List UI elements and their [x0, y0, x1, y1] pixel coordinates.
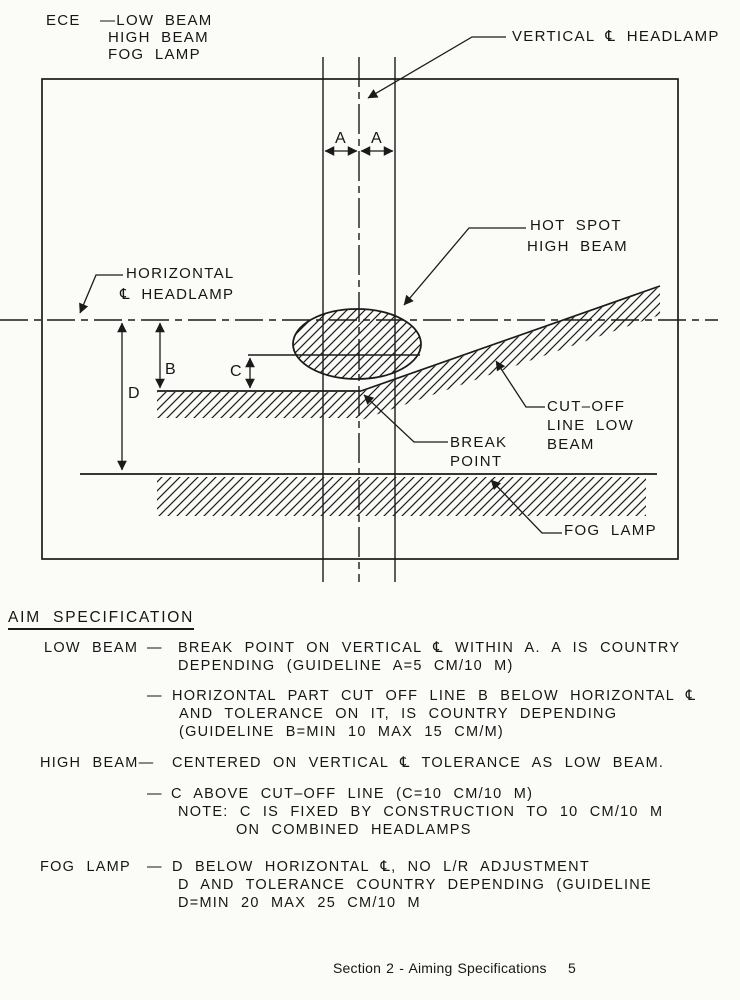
- low-beam-label: LOW BEAM: [44, 640, 139, 656]
- low-beam-bullet2-line-2: AND TOLERANCE ON IT, IS COUNTRY DEPENDING: [179, 706, 618, 722]
- low-beam-bullet2-line-3: (GUIDELINE B=MIN 10 MAX 15 CM/M): [179, 724, 505, 740]
- ece-label: ECE: [46, 12, 81, 29]
- low-beam-bullet2-line-1: HORIZONTAL PART CUT OFF LINE B BELOW HORIZONTAL ℄: [172, 688, 697, 704]
- low-beam-dash: —: [147, 640, 163, 656]
- horizontal-cl-label-line-2: ℄ HEADLAMP: [120, 286, 235, 303]
- low-beam-bullet2-dash: —: [147, 688, 163, 704]
- fog-lamp-spec-dash: —: [147, 859, 163, 875]
- aim-spec-heading: AIM SPECIFICATION: [8, 610, 194, 630]
- high-beam-line-1: CENTERED ON VERTICAL ℄ TOLERANCE AS LOW BEAM.: [172, 755, 665, 771]
- headlamp-types-line-2: HIGH BEAM: [108, 29, 209, 46]
- dim-a-left-label: A: [335, 130, 347, 147]
- cutoff-hatch-horizontal: [157, 392, 361, 418]
- hot-spot-leader: [404, 228, 526, 305]
- fog-lamp-spec-line-3: D=MIN 20 MAX 25 CM/10 M: [178, 895, 421, 911]
- fog-lamp-spec-label: FOG LAMP: [40, 859, 131, 875]
- dim-b-label: B: [165, 361, 177, 378]
- high-beam-bullet2-line-2: NOTE: C IS FIXED BY CONSTRUCTION TO 10 CM/10 M: [178, 804, 664, 820]
- high-beam-bullet2-line-3: ON COMBINED HEADLAMPS: [236, 822, 472, 838]
- vertical-cl-label: VERTICAL ℄ HEADLAMP: [512, 28, 720, 45]
- low-beam-line-2: DEPENDING (GUIDELINE A=5 CM/10 M): [178, 658, 514, 674]
- hot-spot-label-line-2: HIGH BEAM: [527, 238, 628, 255]
- cutoff-label-line-1: CUT–OFF: [547, 398, 626, 415]
- break-point-label-line-1: BREAK: [450, 434, 508, 451]
- high-beam-bullet2-line-1: C ABOVE CUT–OFF LINE (C=10 CM/10 M): [171, 786, 534, 802]
- dim-c-label: C: [230, 363, 243, 380]
- dim-a-right-label: A: [371, 130, 383, 147]
- horizontal-cl-leader: [80, 275, 123, 313]
- horizontal-cl-label-line-1: HORIZONTAL: [126, 265, 235, 282]
- headlamp-types-line-3: FOG LAMP: [108, 46, 201, 63]
- low-beam-line-1: BREAK POINT ON VERTICAL ℄ WITHIN A. A IS COUNTRY: [178, 640, 681, 656]
- cutoff-label-line-3: BEAM: [547, 436, 595, 453]
- fog-lamp-label: FOG LAMP: [564, 522, 657, 539]
- fog-lamp-spec-line-1: D BELOW HORIZONTAL ℄, NO L/R ADJUSTMENT: [172, 859, 590, 875]
- footer-page-number: 5: [568, 960, 576, 976]
- fog-lamp-spec-line-2: D AND TOLERANCE COUNTRY DEPENDING (GUIDELINE: [178, 877, 652, 893]
- fog-lamp-hatch: [157, 477, 646, 516]
- footer-section-label: Section 2 - Aiming Specifications: [333, 960, 547, 976]
- dim-d-label: D: [128, 385, 141, 402]
- vertical-cl-leader: [368, 37, 506, 98]
- high-beam-bullet2-dash: —: [147, 786, 163, 802]
- break-point-label-line-2: POINT: [450, 453, 503, 470]
- hot-spot-ellipse: [293, 309, 421, 379]
- headlamp-types-line-1: —LOW BEAM: [100, 12, 213, 29]
- high-beam-label: HIGH BEAM—: [40, 755, 155, 771]
- cutoff-label-line-2: LINE LOW: [547, 417, 635, 434]
- hot-spot-label-line-1: HOT SPOT: [530, 217, 622, 234]
